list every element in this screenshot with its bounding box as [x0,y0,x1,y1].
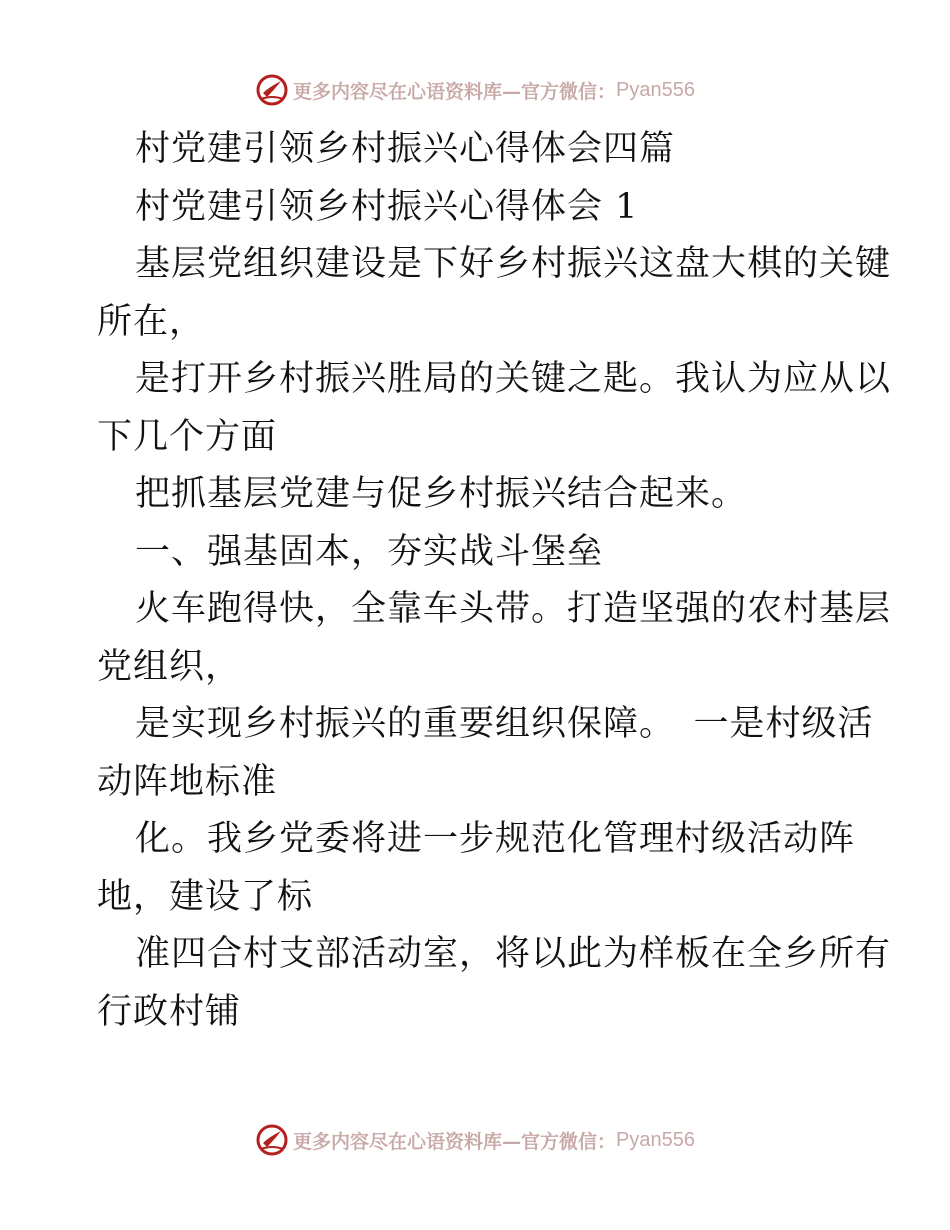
book-quill-logo-icon [255,1123,289,1157]
header-banner [0,70,950,110]
book-quill-logo-icon [255,73,289,107]
document-title: 村党建引领乡村振兴心得体会四篇 [135,129,676,169]
paragraph-line: 火车跑得快，全靠车头带。打造坚强的农村基层 [135,589,892,629]
paragraph-line: 党组织， [97,646,242,687]
paragraph-line: 基层党组织建设是下好乡村振兴这盘大棋的关键 [135,244,892,284]
paragraph-line: 是实现乡村振兴的重要组织保障。 一是村级活 [135,704,874,744]
header-wechat-handle: Pyan556 [616,78,695,101]
footer-banner-text: 更多内容尽在心语资料库—官方微信： [293,1130,617,1153]
paragraph-line: 所在， [97,301,206,342]
subsection-heading: 一、强基固本，夯实战斗堡垒 [135,531,604,572]
paragraph-line: 准四合村支部活动室，将以此为样板在全乡所有 [135,934,892,974]
section-title: 村党建引领乡村振兴心得体会 1 [135,186,639,227]
footer-banner [0,1120,950,1160]
paragraph-line: 是打开乡村振兴胜局的关键之匙。我认为应从以 [135,359,892,399]
document-body [97,121,892,1041]
paragraph-line: 下几个方面 [97,416,278,457]
paragraph-line: 行政村铺 [97,991,242,1032]
paragraph-line: 地，建设了标 [97,876,314,917]
paragraph-line: 把抓基层党建与促乡村振兴结合起来。 [135,474,748,514]
paragraph-line: 动阵地标准 [97,761,278,802]
header-banner-text: 更多内容尽在心语资料库—官方微信： [293,80,617,103]
footer-wechat-handle: Pyan556 [616,1128,695,1151]
paragraph-line: 化。我乡党委将进一步规范化管理村级活动阵 [135,819,856,859]
